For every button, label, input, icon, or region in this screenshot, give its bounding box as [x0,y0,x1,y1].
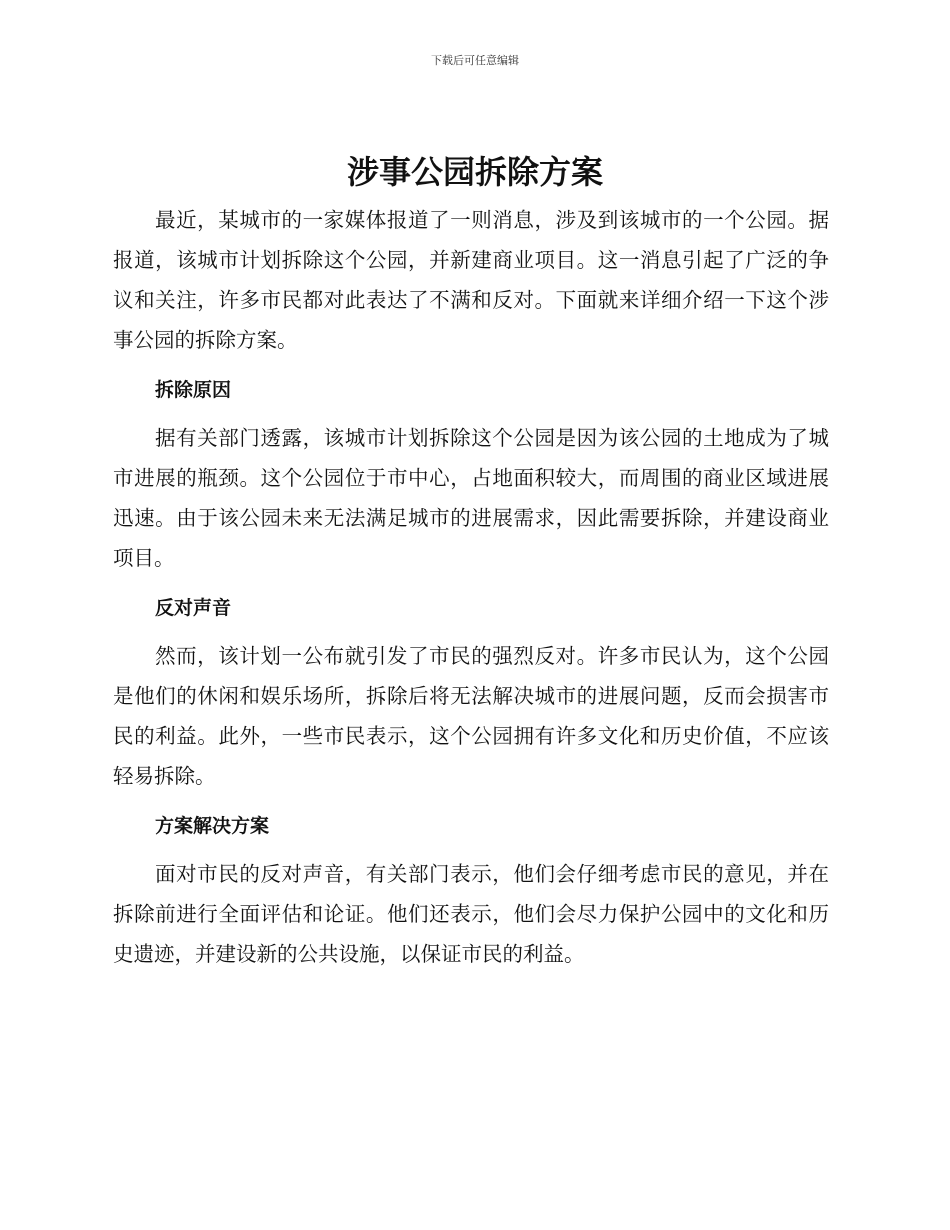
document-title: 涉事公园拆除方案 [346,153,603,191]
document-body [113,200,829,974]
intro-paragraph: 最近，某城市的一家媒体报道了一则消息，涉及到该城市的一个公园。据报道，该城市计划拆除这个公园，并新建商业项目。这一消息引起了广泛的争议和关注，许多市民都对此表达了不满和反对。下面就来详细介绍一下这个涉事公园的拆除方案。 [113,208,829,352]
section-heading-solution: 方案解决方案 [155,815,270,837]
section-heading-removal-reason: 拆除原因 [155,379,232,401]
section-paragraph-removal-reason: 据有关部门透露，该城市计划拆除这个公园是因为该公园的土地成为了城市进展的瓶颈。这个公园位于市中心，占地面积较大，而周围的商业区域进展迅速。由于该公园未来无法满足城市的进展需求，因此需要拆除，并建设商业项目。 [113,426,829,570]
section-paragraph-opposition: 然而，该计划一公布就引发了市民的强烈反对。许多市民认为，这个公园是他们的休闲和娱乐场所，拆除后将无法解决城市的进展问题，反而会损害市民的利益。此外，一些市民表示，这个公园拥有许多文化和历史价值，不应该轻易拆除。 [113,644,829,788]
page-header: 下载后可任意编辑 [431,54,519,67]
section-paragraph-solution: 面对市民的反对声音，有关部门表示，他们会仔细考虑市民的意见，并在拆除前进行全面评估和论证。他们还表示，他们会尽力保护公园中的文化和历史遗迹，并建设新的公共设施，以保证市民的利益。 [113,862,829,966]
section-heading-opposition: 反对声音 [155,597,232,619]
